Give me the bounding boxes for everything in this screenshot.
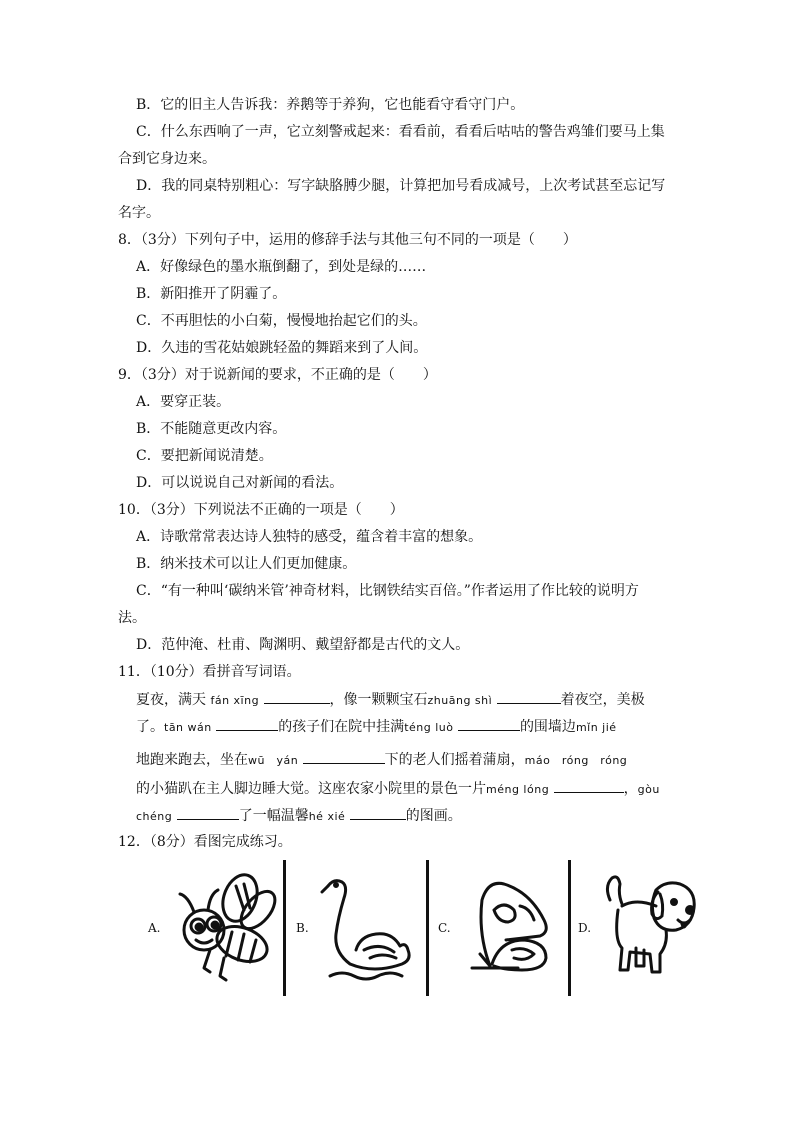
picture-label-d: D. [578, 921, 592, 935]
pinyin-prompt: téng luò [404, 721, 454, 734]
pinyin-prompt: mǐn jié [575, 721, 617, 734]
q10-option-c: C．“有一种叫‘碳纳米管’神奇材料，比钢铁结实百倍。”作者运用了作比较的说明方 [136, 583, 639, 599]
q7-option-b: B．它的旧主人告诉我：养鹅等于养狗，它也能看守看守门户。 [136, 97, 525, 113]
q11-line-5 [136, 805, 462, 827]
pinyin-prompt: gòu [637, 783, 660, 796]
q11-text: 夏夜，满天 [136, 692, 206, 708]
q9-option-c: C．要把新闻说清楚。 [136, 448, 273, 464]
q11-line-4 [136, 778, 660, 800]
q10-option-d: D．范仲淹、杜甫、陶渊明、戴望舒都是古代的文人。 [136, 637, 470, 653]
answer-blank[interactable] [264, 689, 330, 704]
divider [283, 860, 286, 996]
q10-option-b: B．纳米技术可以让人们更加健康。 [136, 556, 357, 572]
q8-stem: 8．（3分）下列句子中，运用的修辞手法与其他三句不同的一项是（ ） [118, 232, 577, 248]
q11-stem: 11．（10分）看拼音写词语。 [118, 664, 301, 680]
answer-blank[interactable] [177, 805, 239, 820]
butterfly-icon [460, 870, 560, 990]
picture-label-a: A. [148, 921, 161, 935]
pinyin-prompt: tān wán [164, 721, 212, 734]
picture-label-b: B. [296, 921, 309, 935]
q10-option-c-cont: 法。 [118, 610, 146, 626]
q8-option-c: C．不再胆怯的小白菊，慢慢地抬起它们的头。 [136, 313, 427, 329]
pinyin-prompt: chéng [136, 810, 173, 823]
picture-a [140, 858, 282, 998]
picture-c [432, 858, 568, 998]
q7-option-d-cont: 名字。 [118, 205, 160, 221]
q8-option-b: B．新阳推开了阴霾了。 [136, 286, 287, 302]
q11-text: 的围墙边 [519, 719, 576, 735]
answer-blank[interactable] [554, 778, 624, 793]
pinyin-prompt: zhuāng shì [427, 694, 493, 707]
q10-option-a: A．诗歌常常表达诗人独特的感受，蕴含着丰富的想象。 [136, 529, 483, 545]
answer-blank[interactable] [458, 716, 520, 731]
q11-text: ， [623, 781, 638, 797]
q11-line-1 [136, 689, 645, 711]
divider [568, 860, 571, 996]
q11-text: ，像一颗颗宝石 [329, 692, 428, 708]
q11-text: 的小猫趴在主人脚边睡大觉。这座农家小院里的景色一片 [136, 781, 486, 797]
puppy-icon [600, 870, 704, 990]
picture-b [288, 858, 426, 998]
q11-text: 了。 [136, 719, 164, 735]
q8-option-d: D．久违的雪花姑娘跳轻盈的舞蹈来到了人间。 [136, 340, 428, 356]
q11-text: 了一幅温馨 [238, 808, 309, 824]
q11-text: 的图画。 [405, 808, 462, 824]
q8-option-a: A．好像绿色的墨水瓶倒翻了，到处是绿的…… [136, 259, 427, 275]
q7-option-d: D．我的同桌特别粗心：写字缺胳膊少腿，计算把加号看成减号，上次考试甚至忘记写 [136, 178, 666, 194]
pinyin-prompt: méng lóng [486, 783, 550, 796]
pinyin-prompt: fán xīng [210, 694, 260, 707]
answer-blank[interactable] [497, 689, 561, 704]
pinyin-prompt: wū yán [248, 754, 299, 767]
q12-picture-row [140, 858, 706, 998]
answer-blank[interactable] [350, 805, 406, 820]
bee-icon [170, 868, 280, 988]
q9-option-d: D．可以说说自己对新闻的看法。 [136, 475, 344, 491]
q11-text: 着夜空，美极 [560, 692, 645, 708]
answer-blank[interactable] [303, 749, 385, 764]
q11-text: 地跑来跑去，坐在 [136, 752, 248, 768]
pinyin-prompt: hé xié [308, 810, 346, 823]
q10-stem: 10．（3分）下列说法不正确的一项是（ ） [118, 502, 404, 518]
q11-line-3 [136, 749, 627, 771]
picture-d [574, 858, 706, 998]
answer-blank[interactable] [216, 716, 278, 731]
q9-option-b: B．不能随意更改内容。 [136, 421, 287, 437]
q7-option-c: C．什么东西响了一声，它立刻警戒起来：看看前，看看后咕咕的警告鸡雏们要马上集 [136, 124, 665, 140]
q12-stem: 12．（8分）看图完成练习。 [118, 834, 292, 850]
q11-line-2 [136, 716, 617, 738]
picture-label-c: C. [438, 921, 451, 935]
q9-option-a: A．要穿正装。 [136, 394, 231, 410]
q11-text: 的孩子们在院中挂满 [278, 719, 405, 735]
q11-text: 下的老人们摇着蒲扇， [384, 752, 525, 768]
q7-option-c-cont: 合到它身边来。 [118, 151, 216, 167]
swan-icon [320, 872, 420, 992]
pinyin-prompt: máo róng róng [524, 754, 628, 767]
divider [426, 860, 429, 996]
q9-stem: 9．（3分）对于说新闻的要求，不正确的是（ ） [118, 367, 437, 383]
